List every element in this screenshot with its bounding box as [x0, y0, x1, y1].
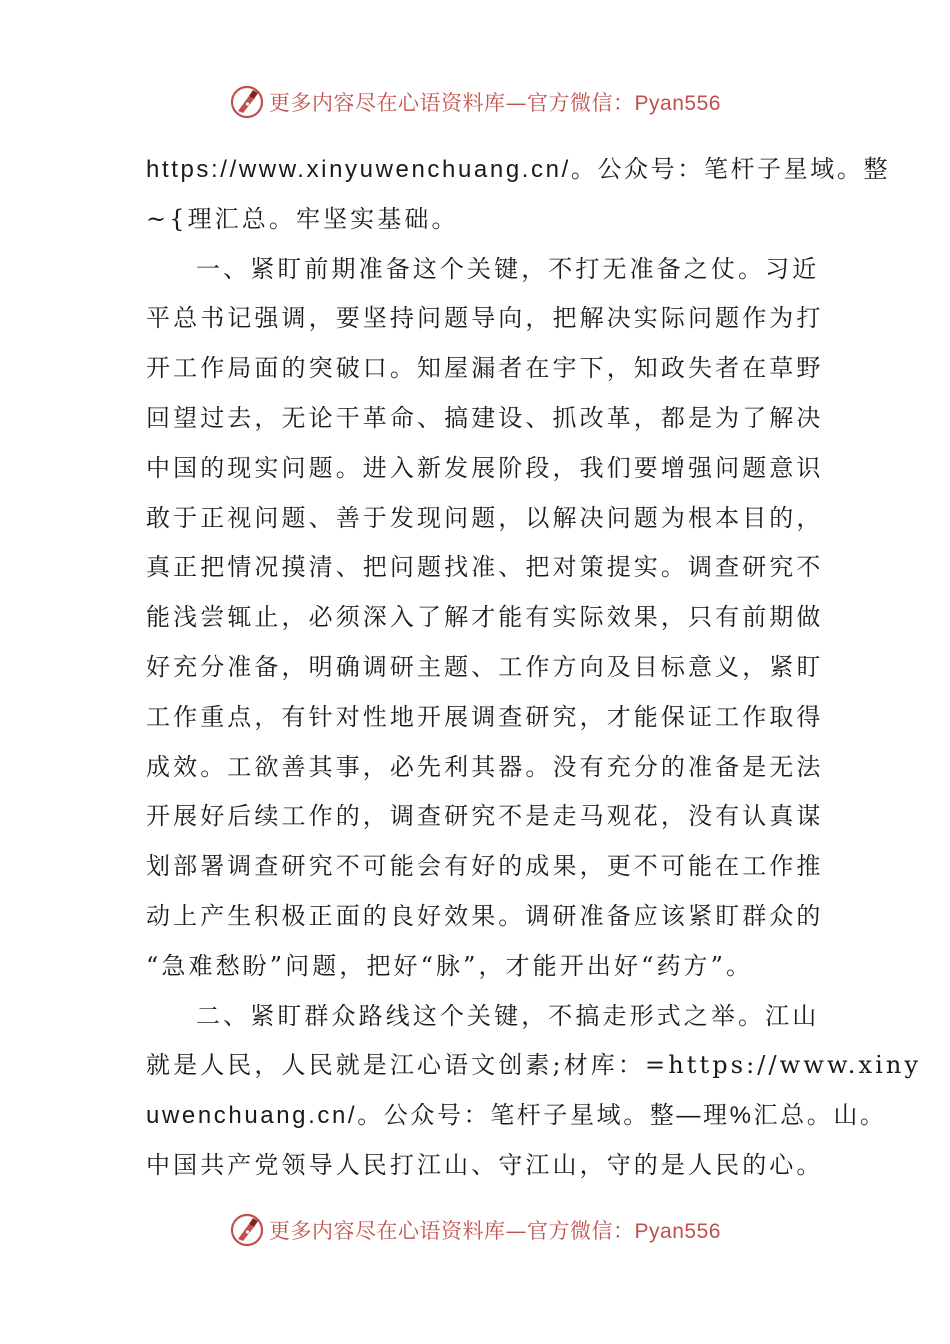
- body-line: ~{理汇总。牢坚实基础。: [146, 204, 459, 233]
- body-line: 平总书记强调，要坚持问题导向，把解决实际问题作为打: [146, 304, 824, 333]
- header-banner: [0, 82, 950, 122]
- body-line: 中国共产党领导人民打江山、守江山，守的是人民的心。: [146, 1150, 824, 1179]
- body-line: 划部署调查研究不可能会有好的成果，更不可能在工作推: [146, 852, 824, 881]
- footer-banner-text: 更多内容尽在心语资料库—官方微信：Pyan556: [269, 1219, 721, 1243]
- body-line: 好充分准备，明确调研主题、工作方向及目标意义，紧盯: [146, 652, 824, 681]
- body-line: 成效。工欲善其事，必先利其器。没有充分的准备是无法: [146, 752, 824, 781]
- pen-nib-logo-icon: [229, 1212, 265, 1248]
- body-line: uwenchuang.cn/。公众号：笔杆子星域。整—理%汇总。山。: [146, 1102, 887, 1130]
- body-line: 回望过去，无论干革命、搞建设、抓改革，都是为了解决: [146, 403, 824, 432]
- footer-wechat-id: Pyan556: [634, 1220, 721, 1243]
- body-line: 就是人民，人民就是江心语文创素;材库：=https://www.xiny: [146, 1051, 922, 1080]
- body-line: 开展好后续工作的，调查研究不是走马观花，没有认真谋: [146, 802, 824, 831]
- pen-nib-logo-icon: [229, 84, 265, 120]
- body-line: 能浅尝辄止，必须深入了解才能有实际效果，只有前期做: [146, 603, 824, 632]
- body-line: 敢于正视问题、善于发现问题，以解决问题为根本目的，: [146, 503, 824, 532]
- body-line: 开工作局面的突破口。知屋漏者在宇下，知政失者在草野: [146, 354, 824, 383]
- paragraph-2-first-line: 二、紧盯群众路线这个关键，不搞走形式之举。江山: [196, 1001, 820, 1030]
- paragraph-1-first-line: 一、紧盯前期准备这个关键，不打无准备之仗。习近: [196, 254, 820, 283]
- body-line: https://www.xinyuwenchuang.cn/。公众号：笔杆子星域。整: [146, 156, 891, 183]
- header-wechat-id: Pyan556: [634, 92, 721, 115]
- header-banner-text: 更多内容尽在心语资料库—官方微信：Pyan556: [269, 91, 721, 115]
- body-line: 真正把情况摸清、把问题找准、把对策提实。调查研究不: [146, 553, 824, 582]
- body-line: 动上产生积极正面的良好效果。调研准备应该紧盯群众的: [146, 901, 824, 930]
- footer-banner: [0, 1210, 950, 1250]
- body-line: “急难愁盼”问题，把好“脉”，才能开出好“药方”。: [146, 951, 754, 980]
- document-body: [146, 145, 922, 1191]
- body-line: 工作重点，有针对性地开展调查研究，才能保证工作取得: [146, 702, 824, 731]
- body-line: 中国的现实问题。进入新发展阶段，我们要增强问题意识: [146, 453, 824, 482]
